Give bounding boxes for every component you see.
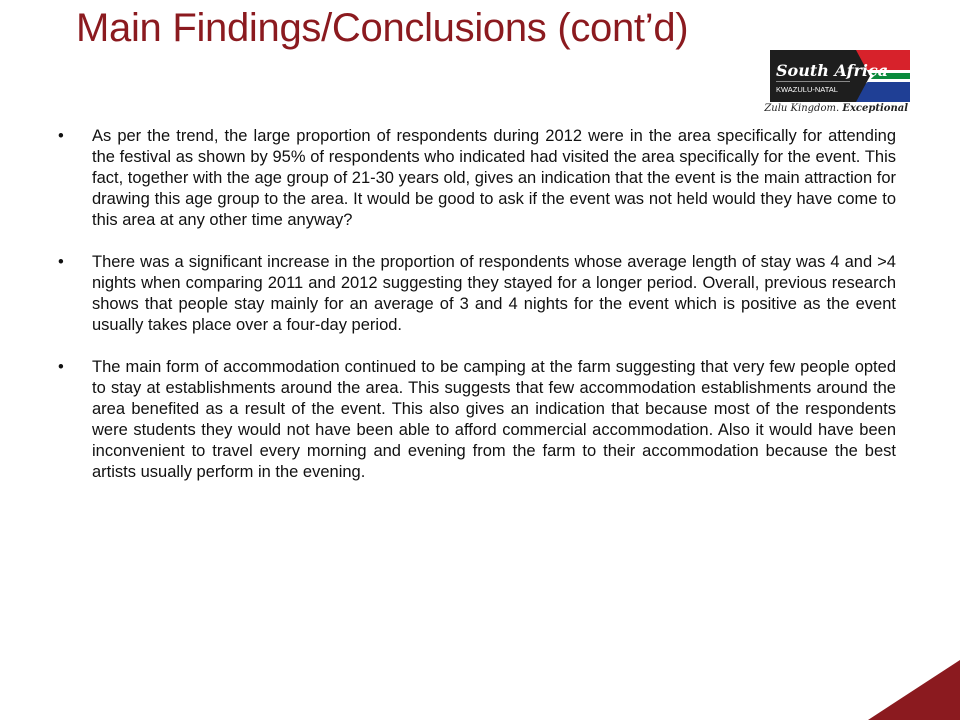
bullet-text: The main form of accommodation continued to be camping at the farm suggesting that very few people opted to stay at establishments around the area. This suggests that few accommodation establishments around the area benefited as a result of the event. This also gives an indication that because most of the respondents were students they would not have been able to afford commercial accommodation. Also it would have been inconvenient to travel every morning and evening from the farm to their accommodation because the best artists usually perform in the evening. xyxy=(92,358,896,481)
bullet-text: As per the trend, the large proportion of respondents during 2012 were in the area specifically for attending the festival as shown by 95% of respondents who indicated had visited the area specifically for the event. This fact, together with the age group of 21-30 years old, gives an indication that the event is the main attraction for drawing this age group to the area. It would be good to ask if the event was not held would they have come to this area at any other time anyway? xyxy=(92,127,896,229)
bullet-icon: • xyxy=(58,127,64,145)
bullet-icon: • xyxy=(58,253,64,271)
logo-tagline-emphasis: Exceptional xyxy=(842,103,908,114)
list-item xyxy=(58,126,896,231)
list-item xyxy=(58,252,896,336)
logo-name: South Africa xyxy=(776,61,889,80)
south-africa-flag-logo-icon xyxy=(770,50,910,102)
slide-title: Main Findings/Conclusions (cont’d) xyxy=(76,6,689,50)
bullet-text: There was a significant increase in the proportion of respondents whose average length of stay was 4 and >4 nights when comparing 2011 and 2012 suggesting they stayed for a longer period. Overall, previous research shows that people stay mainly for an average of 3 and 4 nights for the event which is positive as the event usually takes place over a four-day period. xyxy=(92,253,896,334)
logo-tagline-prefix: Zulu Kingdom. xyxy=(764,103,840,114)
corner-decoration-icon xyxy=(868,660,960,720)
logo-tagline xyxy=(764,103,908,114)
bullet-icon: • xyxy=(58,358,64,376)
south-africa-logo xyxy=(764,50,910,122)
findings-list xyxy=(58,126,896,504)
list-item xyxy=(58,357,896,483)
logo-region: KWAZULU-NATAL xyxy=(776,85,838,94)
